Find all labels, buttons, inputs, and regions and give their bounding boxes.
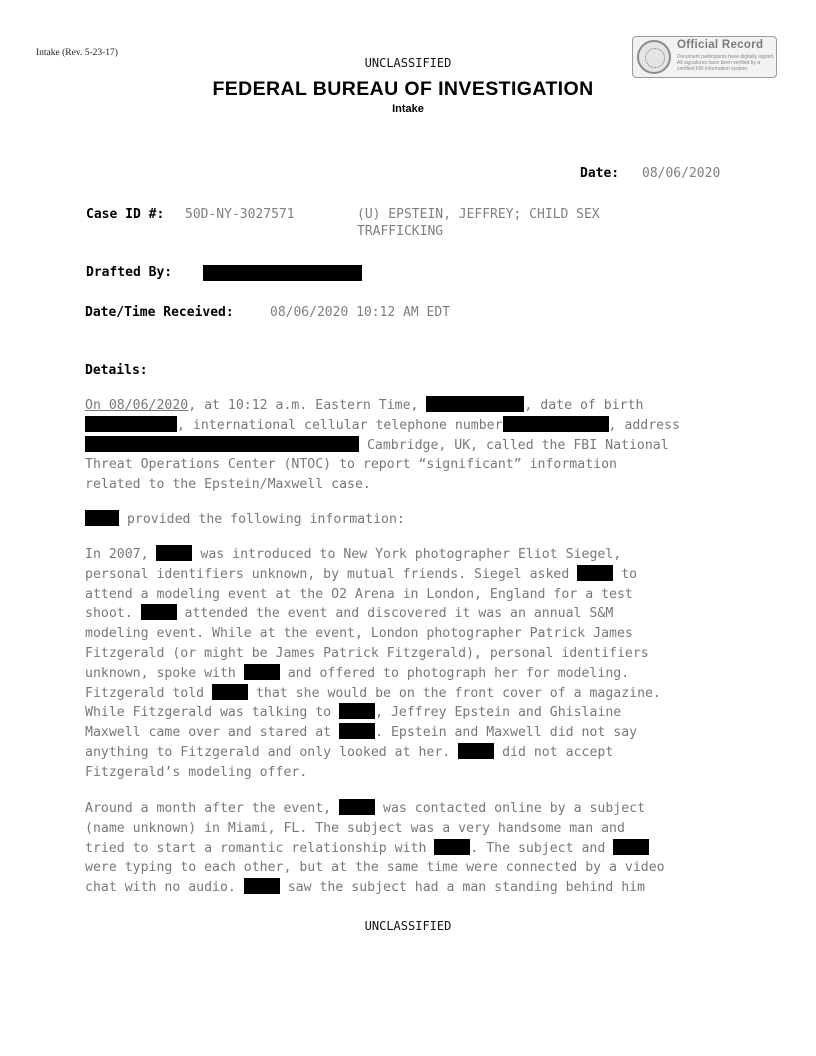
details-paragraph-4: Around a month after the event, was contacted online by a subject (name unknown) in Miami, FL. The subject was a very handsome man and tried to start a romantic relationship with . The subject and were typing to each other, but at the same time were connected by a video chat with no audio. saw the subject had a man standing behind him — [85, 801, 665, 896]
redaction-block — [339, 703, 375, 719]
redaction-block — [577, 565, 613, 581]
details-paragraph-3: In 2007, was introduced to New York photographer Eliot Siegel, personal identifiers unknown, by mutual friends. Siegel asked to attend a modeling event at the O2 Arena in London, England for a test shoot. attended the event and discovered it was an annual S&M modeling event. While at the event, London photographer Patrick James Fitzgerald (or might be James Patrick Fitzgerald), personal identifiers unknown, spoke with and offered to photograph her for modeling. Fitzgerald told that she would be on the front cover of a magazine. While Fitzgerald was talking to , Jeffrey Epstein and Ghislaine Maxwell came over and stared at . Epstein and Maxwell did not say anything to Fitzgerald and only looked at her. did not accept Fitzgerald’s modeling offer. — [85, 547, 661, 780]
received-label: Date/Time Received: — [85, 305, 234, 320]
stamp-text: Document participants have digitally signed. All signatures have been verified by a certified FBI information system. — [677, 54, 775, 73]
redaction-block — [244, 664, 280, 680]
case-title-line2: TRAFFICKING — [357, 224, 444, 239]
details-paragraph-1: On 08/06/2020, at 10:12 a.m. Eastern Time, , date of birth , international cellular telephone number , address Cambridge, UK, called the FBI National Threat Operations Center (NTOC) to report “significant” information related to the Epstein/Maxwell case. — [85, 398, 680, 493]
date-label: Date: — [580, 166, 620, 181]
form-type: Intake — [392, 103, 424, 115]
official-record-stamp — [632, 36, 777, 78]
redaction-block — [203, 265, 362, 281]
redaction-block — [141, 604, 177, 620]
case-title-line1: (U) EPSTEIN, JEFFREY; CHILD SEX — [357, 207, 600, 222]
received-value: 08/06/2020 10:12 AM EDT — [270, 305, 451, 320]
classification-top: UNCLASSIFIED — [364, 56, 452, 70]
classification-bottom: UNCLASSIFIED — [364, 919, 452, 933]
redaction-block — [503, 416, 609, 432]
redaction-block — [85, 510, 119, 526]
case-id-label: Case ID #: — [86, 207, 165, 222]
redaction-block — [339, 799, 375, 815]
redaction-block — [212, 684, 248, 700]
redaction-block — [156, 545, 192, 561]
details-label: Details: — [85, 363, 148, 378]
date-value: 08/06/2020 — [642, 166, 721, 181]
redaction-block — [244, 878, 280, 894]
details-paragraph-2: provided the following information: — [85, 510, 745, 530]
drafted-by-label: Drafted By: — [86, 265, 173, 280]
stamp-title: Official Record — [677, 39, 764, 51]
redaction-block — [85, 436, 359, 452]
case-id-value: 50D-NY-3027571 — [185, 207, 295, 222]
redaction-block — [434, 839, 470, 855]
fbi-seal-icon — [637, 40, 671, 74]
redaction-block — [339, 723, 375, 739]
redaction-block — [613, 839, 649, 855]
form-revision: Intake (Rev. 5-23-17) — [36, 48, 118, 58]
redaction-block — [426, 396, 524, 412]
redaction-block — [85, 416, 177, 432]
agency-title: FEDERAL BUREAU OF INVESTIGATION — [212, 78, 594, 100]
redaction-block — [458, 743, 494, 759]
